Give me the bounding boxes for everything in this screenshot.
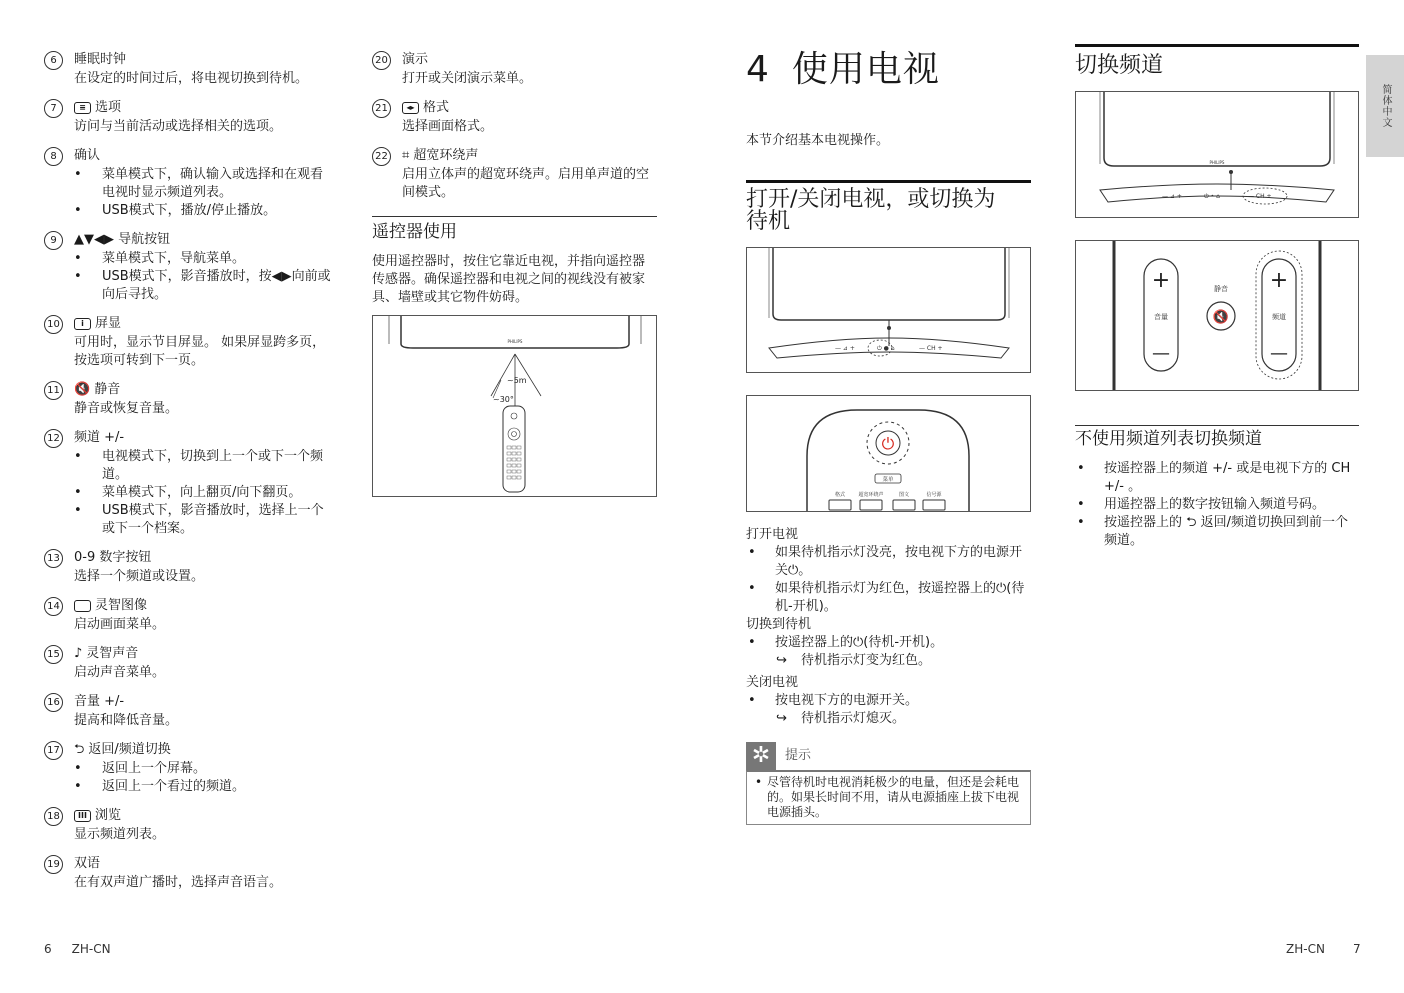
item-number: 15 xyxy=(44,645,63,664)
list-item: • 按遥控器上的 ⮌ 返回/频道切换回到前一个频道。 xyxy=(1075,514,1359,550)
right-page-number: 7 xyxy=(1352,942,1361,956)
result-text: 待机指示灯熄灭。 xyxy=(801,711,906,726)
remote-volume-channel-diagram xyxy=(1076,241,1358,390)
tv-front-panel-diagram xyxy=(747,248,1030,372)
divider xyxy=(1075,425,1359,426)
list-item: • 如果待机指示灯没亮，按电视下方的电源开关⏻。 xyxy=(746,544,1031,580)
tv-remote-diagram xyxy=(373,316,656,496)
item-title: 返回/频道切换 xyxy=(88,742,171,757)
turn-on-label: 打开电视 xyxy=(746,527,799,542)
list-item: • 按遥控器上的⏻(待机-开机)。 xyxy=(746,634,1031,652)
item-number: 8 xyxy=(44,147,63,166)
right-footer-lang: ZH-CN xyxy=(1286,942,1325,956)
item-number: 10 xyxy=(44,315,63,334)
surround-icon: ⌗ xyxy=(402,148,410,163)
item-heading xyxy=(44,428,334,448)
item-title: 0-9 数字按钮 xyxy=(74,550,152,565)
svg-text:⏻ ● ⌂: ⏻ ● ⌂ xyxy=(877,345,895,352)
item-heading xyxy=(372,50,657,70)
list-item: • USB模式下，播放/停止播放。 xyxy=(74,202,334,220)
item-description: 在有双声道广播时，选择声音语言。 xyxy=(74,875,283,890)
list-item: • 用遥控器上的数字按钮输入频道号码。 xyxy=(1075,496,1359,514)
item-description: 可用时，显示节目屏显。 如果屏显跨多页，按选项可转到下一页。 xyxy=(74,335,326,368)
item-title: 灵智图像 xyxy=(95,598,148,613)
item-description: 选择一个频道或设置。 xyxy=(74,569,205,584)
remote-key-item xyxy=(44,548,334,586)
tip-text: 尽管待机时电视消耗极少的电量，但还是会耗电的。如果长时间不用，请从电源插座上拔下电视电源插头。 xyxy=(767,775,1020,819)
remote-key-item xyxy=(44,692,334,730)
remote-menu-label: 菜单 xyxy=(882,477,894,483)
power-section-title: 打开/关闭电视，或切换为待机 xyxy=(746,187,996,234)
standby-label: 切换到待机 xyxy=(746,617,812,632)
left-footer-lang: ZH-CN xyxy=(71,942,111,956)
item-bullets xyxy=(44,448,334,538)
section-divider xyxy=(746,180,1031,183)
no-list-section-title: 不使用频道列表切换频道 xyxy=(1075,429,1262,449)
item-number: 17 xyxy=(44,741,63,760)
item-bullets xyxy=(44,250,334,304)
item-number: 7 xyxy=(44,99,63,118)
item-heading xyxy=(44,644,334,664)
tip-box: • 尽管待机时电视消耗极少的电量，但还是会耗电的。如果长时间不用，请从电源插座上拔下电视电源插头。 xyxy=(746,770,1031,825)
chapter-number: 4 xyxy=(746,49,770,90)
item-heading xyxy=(44,806,334,826)
item-number: 21 xyxy=(372,99,391,118)
item-title: ▲▼◀▶ 导航按钮 xyxy=(74,232,171,247)
item-description: 启动画面菜单。 xyxy=(74,617,166,632)
list-item: • 菜单模式下，确认输入或选择和在观看电视时显示频道列表。 xyxy=(74,166,334,202)
item-description: 启动声音菜单。 xyxy=(74,665,166,680)
chapter-title-text: 使用电视 xyxy=(791,49,940,90)
left-footer xyxy=(44,940,111,958)
remote-key-item xyxy=(44,314,334,370)
remote-key-item xyxy=(44,428,334,538)
tv-channel-illustration xyxy=(1075,91,1359,218)
svg-text:⏻ • ⌂: ⏻ • ⌂ xyxy=(1204,193,1220,200)
remote-key-item xyxy=(44,854,334,892)
list-item: • 如果待机指示灯为红色，按遥控器上的⏻(待机-开机)。 xyxy=(746,580,1031,616)
list-item: • 按电视下方的电源开关。 xyxy=(746,692,1031,710)
music-note-icon: ♪ xyxy=(74,646,83,661)
svg-text:— ⊿ +: — ⊿ + xyxy=(1162,193,1182,200)
item-title: 睡眠时钟 xyxy=(74,52,127,67)
item-heading xyxy=(44,146,334,166)
remote-key-item xyxy=(44,230,334,304)
item-description: 打开或关闭演示菜单。 xyxy=(402,71,533,86)
left-page-number: 6 xyxy=(44,942,52,956)
item-title: 格式 xyxy=(423,100,450,115)
list-item: • 返回上一个看过的频道。 xyxy=(74,778,334,796)
tip-header xyxy=(746,742,1031,770)
tv-brand-text: PHILIPS xyxy=(507,339,523,344)
item-heading xyxy=(44,50,334,70)
back-icon: ⮌ xyxy=(74,742,85,757)
remote-usage-illustration xyxy=(372,315,657,497)
item-title: 灵智声音 xyxy=(86,646,139,661)
channel-minus: — xyxy=(1270,343,1288,364)
item-bullets xyxy=(44,166,334,220)
item-description: 访问与当前活动或选择相关的选项。 xyxy=(74,119,283,134)
options-icon: ≡ xyxy=(74,102,91,114)
mute-label: 静音 xyxy=(1214,285,1228,293)
remote-usage-heading: 遥控器使用 xyxy=(372,222,457,242)
item-description: 显示频道列表。 xyxy=(74,827,166,842)
item-title: 音量 +/- xyxy=(74,694,125,709)
info-icon: i xyxy=(74,318,91,330)
volume-minus: — xyxy=(1152,343,1170,364)
remote-key-item xyxy=(44,98,334,136)
mute-icon: 🔇 xyxy=(74,382,91,397)
list-item: • 电视模式下，切换到上一个或下一个频道。 xyxy=(74,448,334,484)
remote-key-item xyxy=(372,50,657,88)
item-heading xyxy=(44,692,334,712)
item-heading xyxy=(44,740,334,760)
divider xyxy=(372,216,657,217)
list-item-result: ↪ 待机指示灯变为红色。 xyxy=(776,653,932,668)
result-text: 待机指示灯变为红色。 xyxy=(801,653,932,668)
list-item: • 返回上一个屏幕。 xyxy=(74,760,334,778)
side-tab-text: 简体中文 xyxy=(1380,84,1391,128)
tv-power-illustration xyxy=(746,247,1031,373)
tv-channel-panel-diagram xyxy=(1076,92,1358,217)
svg-text:— CH +: — CH + xyxy=(919,345,943,352)
item-number: 16 xyxy=(44,693,63,712)
tip-icon: ✲ xyxy=(746,742,776,770)
item-title: 确认 xyxy=(74,148,101,163)
remote-teletext-label: 图文 xyxy=(898,492,910,498)
remote-channel-illustration xyxy=(1075,240,1359,391)
switch-channel-title: 切换频道 xyxy=(1075,53,1164,78)
remote-key-item xyxy=(372,98,657,136)
remote-top-diagram xyxy=(747,396,1030,511)
item-heading xyxy=(372,146,657,166)
list-item-result: ↪ 待机指示灯熄灭。 xyxy=(776,711,906,726)
item-heading xyxy=(44,548,334,568)
volume-label: 音量 xyxy=(1154,313,1168,321)
item-title: 屏显 xyxy=(95,316,122,331)
remote-source-label: 信号源 xyxy=(926,492,942,498)
remote-key-item xyxy=(44,596,334,634)
remote-key-item xyxy=(44,740,334,796)
channel-label: 频道 xyxy=(1272,313,1286,321)
item-heading xyxy=(44,230,334,250)
remote-key-item xyxy=(44,644,334,682)
section-divider xyxy=(1075,44,1359,47)
item-number: 18 xyxy=(44,807,63,826)
item-title: 静音 xyxy=(94,382,121,397)
item-title: 演示 xyxy=(402,52,429,67)
power-icon: ⏻ xyxy=(881,434,895,453)
item-heading xyxy=(44,854,334,874)
item-title: 浏览 xyxy=(95,808,122,823)
chapter-intro: 本节介绍基本电视操作。 xyxy=(746,133,890,148)
list-item: • USB模式下，影音播放时，按◀▶向前或向后寻找。 xyxy=(74,268,334,304)
list-item: • 菜单模式下，向上翻页/向下翻页。 xyxy=(74,484,334,502)
right-column-2 xyxy=(1075,44,1359,550)
list-item: • 按遥控器上的频道 +/- 或是电视下方的 CH +/- 。 xyxy=(1075,460,1359,496)
item-heading xyxy=(372,98,657,118)
svg-text:— CH +: — CH + xyxy=(1248,193,1272,200)
tip-label: 提示 xyxy=(785,748,812,763)
remote-usage-body: 使用遥控器时，按住它靠近电视，并指向遥控器传感器。确保遥控器和电视之间的视线没有被家具、墙壁或其它物件妨碍。 xyxy=(372,254,646,305)
browse-icon: III xyxy=(74,810,91,822)
language-side-tab xyxy=(1366,55,1404,157)
item-heading xyxy=(44,380,334,400)
item-bullets xyxy=(44,760,334,796)
list-item: • USB模式下，影音播放时，选择上一个或下一个档案。 xyxy=(74,502,334,538)
item-heading xyxy=(44,596,334,616)
remote-power-illustration xyxy=(746,395,1031,512)
mute-icon: 🔇 xyxy=(1212,310,1230,325)
item-title: 超宽环绕声 xyxy=(413,148,479,163)
list-item: • 菜单模式下，导航菜单。 xyxy=(74,250,334,268)
item-number: 22 xyxy=(372,147,391,166)
right-footer xyxy=(1286,940,1361,958)
standby-list xyxy=(746,634,1031,670)
channel-plus: + xyxy=(1269,268,1289,293)
format-icon: ◂▸ xyxy=(402,102,419,114)
left-column-1 xyxy=(44,50,334,902)
item-number: 6 xyxy=(44,51,63,70)
remote-surround-label: 超宽环绕声 xyxy=(858,492,884,498)
picture-icon xyxy=(74,600,91,612)
item-title: 频道 +/- xyxy=(74,430,125,445)
item-description: 选择画面格式。 xyxy=(402,119,494,134)
remote-key-item xyxy=(44,806,334,844)
chapter-title xyxy=(746,50,1031,90)
item-description: 静音或恢复音量。 xyxy=(74,401,179,416)
item-number: 19 xyxy=(44,855,63,874)
item-title: 选项 xyxy=(95,100,122,115)
distance-label: ~5m xyxy=(507,376,527,385)
svg-text:PHILIPS: PHILIPS xyxy=(1209,160,1225,165)
svg-text:— ⊿ +: — ⊿ + xyxy=(835,345,855,352)
item-title: 双语 xyxy=(74,856,101,871)
item-heading xyxy=(44,98,334,118)
remote-key-item xyxy=(44,146,334,220)
item-description: 提高和降低音量。 xyxy=(74,713,179,728)
item-number: 14 xyxy=(44,597,63,616)
remote-format-label: 格式 xyxy=(834,492,846,498)
remote-key-item xyxy=(44,50,334,88)
turn-off-list xyxy=(746,692,1031,728)
item-number: 13 xyxy=(44,549,63,568)
item-description: 在设定的时间过后，将电视切换到待机。 xyxy=(74,71,309,86)
item-heading xyxy=(44,314,334,334)
left-column-2 xyxy=(372,50,657,497)
item-number: 9 xyxy=(44,231,63,250)
remote-key-item xyxy=(44,380,334,418)
item-description: 启用立体声的超宽环绕声。启用单声道的空间模式。 xyxy=(402,167,650,200)
angle-label: ~30° xyxy=(493,395,514,404)
turn-on-list xyxy=(746,544,1031,616)
right-column-1 xyxy=(746,50,1031,825)
turn-off-label: 关闭电视 xyxy=(746,675,799,690)
item-number: 20 xyxy=(372,51,391,70)
no-list-bullets xyxy=(1075,460,1359,550)
item-number: 12 xyxy=(44,429,63,448)
volume-plus: + xyxy=(1151,268,1171,293)
remote-key-item xyxy=(372,146,657,202)
item-number: 11 xyxy=(44,381,63,400)
